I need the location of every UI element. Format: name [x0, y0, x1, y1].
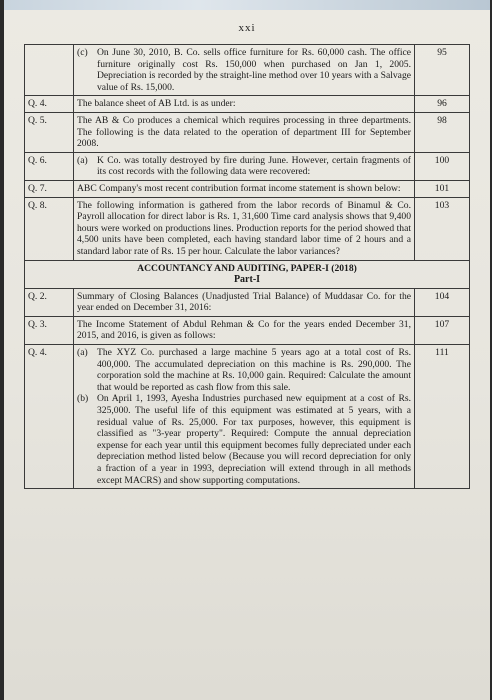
question-text: The balance sheet of AB Ltd. is as under:: [77, 98, 236, 110]
question-description: [74, 96, 415, 113]
question-row: [25, 112, 470, 152]
question-number: Q. 4.: [25, 345, 74, 489]
question-description: [74, 288, 415, 316]
question-description: [74, 152, 415, 180]
page-reference: 98: [415, 112, 470, 152]
page-reference: 103: [415, 197, 470, 260]
question-description: [74, 180, 415, 197]
question-number: Q. 2.: [25, 288, 74, 316]
section-part: Part-I: [233, 274, 261, 286]
page-reference: 111: [415, 345, 470, 489]
page-reference: 100: [415, 152, 470, 180]
question-text: Summary of Closing Balances (Unadjusted Trial Balance) of Muddasar Co. for the year ended on December 31, 2016:: [77, 290, 411, 314]
sub-part-label: (a): [77, 154, 88, 166]
question-number: Q. 4.: [25, 96, 74, 113]
book-page: [4, 0, 490, 700]
question-text: [77, 155, 411, 178]
question-text: The AB & Co produces a chemical which requires processing in three departments. The following is the data related to the operation of department III for September 2008.: [77, 114, 411, 150]
question-description: [74, 45, 415, 96]
sub-part-label: (a): [77, 347, 88, 359]
question-text: The Income Statement of Abdul Rehman & Co for the years ended December 31, 2015, and 2016, is given as follows:: [77, 318, 411, 342]
sub-part-text: The XYZ Co. purchased a large machine 5 years ago at a total cost of Rs. 400,000. The accumulated depreciation on this machine is Rs. 290,000. The corporation sold the machine at Rs. 10,000 gain. Required: Calculate the amount that would be reported as cash flow from this sale.: [97, 347, 411, 393]
sub-part-text: On June 30, 2010, B. Co. sells office furniture for Rs. 60,000 cash. The office furniture originally cost Rs. 150,000 when purchased on Jan 1, 2005. Depreciation is recorded by the straight-line method over 10 years with a Salvage value of Rs. 15,000.: [97, 47, 411, 93]
page-reference: 107: [415, 316, 470, 344]
page-reference: 95: [415, 45, 470, 96]
contents-table-body: [25, 45, 470, 489]
question-text: ABC Company's most recent contribution format income statement is shown below:: [77, 182, 401, 194]
section-heading: [25, 260, 470, 288]
question-text: [77, 393, 411, 486]
question-description: [74, 197, 415, 260]
question-text: [77, 347, 411, 393]
page-reference: 96: [415, 96, 470, 113]
question-row: [25, 288, 470, 316]
question-row: [25, 345, 470, 489]
question-number: Q. 6.: [25, 152, 74, 180]
question-description: [74, 345, 415, 489]
page-reference: 104: [415, 288, 470, 316]
sub-part-text: K Co. was totally destroyed by fire during June. However, certain fragments of its cost records with the following data were recovered:: [97, 154, 411, 178]
page-top-band: [4, 0, 490, 10]
question-number: Q. 7.: [25, 180, 74, 197]
section-heading-row: [25, 260, 470, 288]
question-number: [25, 45, 74, 96]
contents-table: [24, 44, 470, 489]
sub-part-label: (b): [77, 393, 89, 405]
question-description: [74, 112, 415, 152]
sub-part-label: (c): [77, 47, 88, 58]
sub-part-text: On April 1, 1993, Ayesha Industries purchased new equipment at a cost of Rs. 325,000. The useful life of this equipment was estimated at 5 years, with a residual value of Rs. 25,000. For tax purposes, however, this equipment is classified as "3-year property". Required: Compute the annual depreciation expense for each year until this equipment becomes fully depreciated under each depreciation method listed below (Because you will record depreciation for only a fraction of a year in 1993, depreciation will extend through in all methods except MACRS) and show supporting computations.: [97, 393, 411, 486]
question-description: [74, 316, 415, 344]
question-row: [25, 45, 470, 96]
question-text: The following information is gathered from the labor records of Binamul & Co. Payroll allocation for direct labor is Rs. 1, 31,600 Time card analysis shows that 9,400 hours were worked on productions lines. Production reports for the period showed that 4,500 units have been completed, each having standard labor time of 2 hours and a standard labor rate of Rs. 15 per hour. Calculate the labor variances?: [77, 199, 411, 257]
section-title: ACCOUNTANCY AND AUDITING, PAPER-I (2018): [137, 262, 357, 274]
question-row: [25, 197, 470, 260]
page-reference: 101: [415, 180, 470, 197]
question-row: [25, 316, 470, 344]
page-number: xxi: [238, 22, 256, 34]
question-number: Q. 8.: [25, 197, 74, 260]
question-row: [25, 96, 470, 113]
question-number: Q. 5.: [25, 112, 74, 152]
question-text: [77, 47, 411, 93]
question-row: [25, 152, 470, 180]
question-row: [25, 180, 470, 197]
question-number: Q. 3.: [25, 316, 74, 344]
